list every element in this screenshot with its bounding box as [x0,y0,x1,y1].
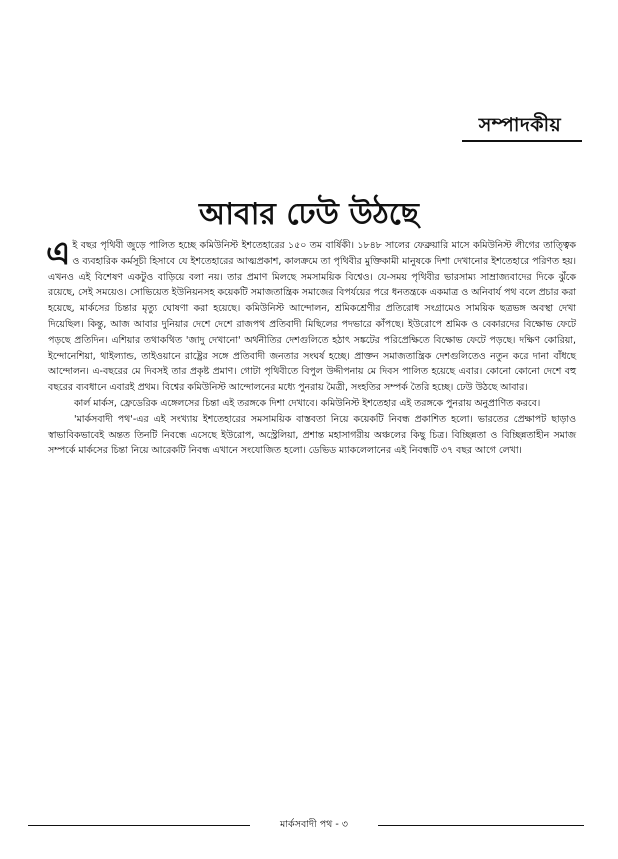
paragraph-2: কার্ল মার্কস, ফ্রেডেরিক এঙ্গেলসের চিন্তা এই তরঙ্গকে দিশা দেখাবে। কমিউনিস্ট ইশতেহার এই তরঙ্গকে পুনরায় অনুপ্রাণিত করবে। [74,397,541,409]
section-label-underline [462,140,582,142]
paragraph-1-text: ই বছর পৃথিবী জুড়ে পালিত হচ্ছে কমিউনিস্ট ইশতেহারের ১৫০ তম বার্ষিকী। ১৮৪৮ সালের ফেব্রুয়ারি মাসে কমিউনিস্ট লীগের তাত্ত্বিক ও ব্যবহারিক কর্মসূচী হিসাবে যে ইশতেহারের আত্মপ্রকাশ, কালক্রমে তা পৃথিবীর মুক্তিকামী মানুষকে দিশা দেখানোর ইশতেহারে পরিণত হয়। এখনও এই বিশেষণ একটুও বাড়িয়ে বলা নয়। তার প্রমাণ মিলছে সমসাময়িক বিশ্বেও। যে-সময় পৃথিবীর ভারসাম্য সাম্রাজ্যবাদের দিকে ঝুঁকে রয়েছে, সেই সময়েও। সোভিয়েত ইউনিয়নসহ কয়েকটি সমাজতান্ত্রিক সমাজের বিপর্যয়ের পরে ধনতন্ত্রকে একমাত্র ও অনিবার্য পথ বলে প্রচার করা হয়েছে, মার্কসের চিন্তার মৃত্যু ঘোষণা করা হয়েছে। কমিউনিস্ট আন্দোলন, শ্রমিকশ্রেণীর প্রতিরোধ সংগ্রামেও সাময়িক ছত্রভঙ্গ অবস্থা দেখা দিয়েছিল। কিন্তু, আজ আবার দুনিয়ার দেশে দেশে রাজপথ প্রতিবাদী মিছিলের পদভারে কাঁপছে। ইউরোপে শ্রমিক ও বেকারদের বিক্ষোভ ফেটে পড়ছে প্রতিদিন। এশিয়ার তথাকথিত 'জাদু দেখানো' অর্থনীতির দেশগুলিতে হঠাৎ সঙ্কটের পরিপ্রেক্ষিতে বিক্ষোভ ফেটে পড়ছে। দক্ষিণ কোরিয়া, ইন্দোনেশিয়া, থাইল্যান্ড, তাইওয়ানে রাষ্ট্রের সঙ্গে প্রতিবাদী জনতার সংঘর্ষ হচ্ছে। প্রাক্তন সমাজতান্ত্রিক দেশগুলিতেও নতুন করে দানা বাঁধছে আন্দোলন। এ-বছরের মে দিবসই তার প্রকৃষ্ট প্রমাণ। গোটা পৃথিবীতে বিপুল উদ্দীপনায় মে দিবস পালিত হয়েছে এবার। কোনো কোনো দেশে বহু বছরের ব্যবধানে এবারই প্রথম। বিশ্বের কমিউনিস্ট আন্দোলনের মধ্যে পুনরায় মৈত্রী, সংহতির সম্পর্ক তৈরি হচ্ছে। ঢেউ উঠছে আবার। [48,240,576,394]
article-body [46,234,576,459]
page-footer: মার্কসবাদী পথ - ৩ [280,819,348,830]
footer-rule-left [28,825,250,826]
section-label [458,112,582,142]
paragraph-1 [46,234,576,396]
headline: আবার ঢেউ উঠছে [199,197,419,232]
paragraph-3: 'মার্কসবাদী পথ'-এর এই সংখ্যায় ইশতেহারের সমসাময়িক বাস্তবতা নিয়ে কয়েকটি নিবন্ধ প্রকাশিত হলো। ভারতের প্রেক্ষাপট ছাড়াও স্বাভাবিকভাবেই অন্তত তিনটি নিবন্ধে এসেছে ইউরোপ, অস্ট্রেলিয়া, প্রশান্ত মহাসাগরীয় অঞ্চলের কিছু চিত্র। বিচ্ছিন্নতা ও বিচ্ছিন্নতাহীন সমাজ সম্পর্কে মার্কসের চিন্তা নিয়ে আরেকটি নিবন্ধ এখানে সংযোজিত হলো। ডেভিড ম্যাকলেলানের এই নিবন্ধটি ৩৭ বছর আগে লেখা। [48,413,576,457]
footer-rule-right [378,825,584,826]
section-label-text: সম্পাদকীয় [478,114,562,136]
drop-cap: এ [46,234,71,272]
